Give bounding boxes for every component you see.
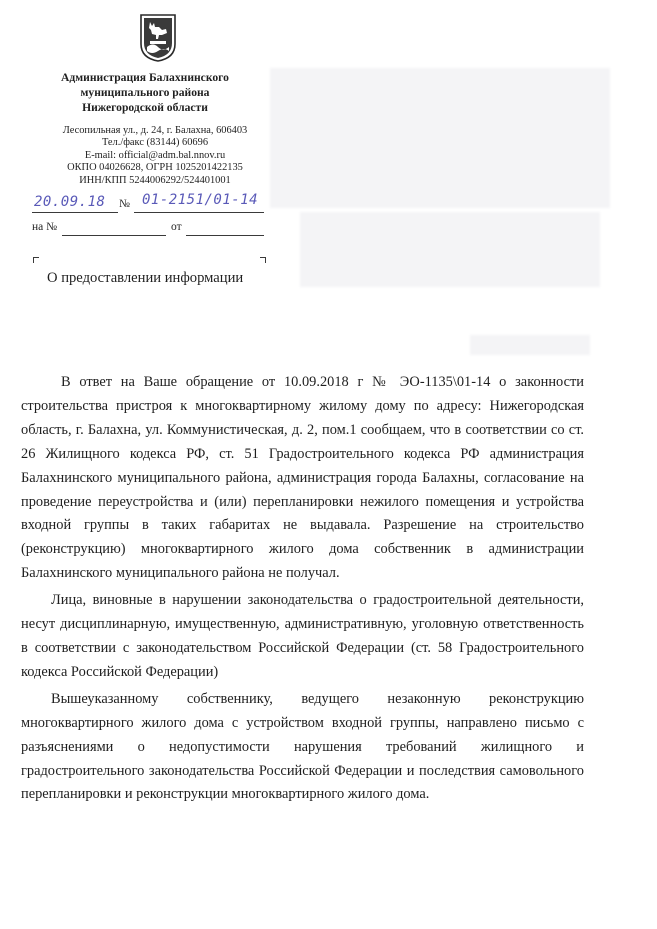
inn-line: ИНН/КПП 5244006292/524401001 — [79, 174, 231, 186]
body-paragraph: Лица, виновные в нарушении законодательства о градостроительной деятельности, несут дисциплинарную, имущественную, административную, уголовную ответственность в соответствии с законодательством Российской Федерации (ст. 58 Градостроительного кодекса Российской Федерации) — [21, 592, 584, 680]
org-line: Администрация Балахнинского — [61, 71, 229, 84]
org-line: муниципального района — [80, 85, 210, 99]
outgoing-date: 20.09.18 — [34, 194, 106, 210]
body-paragraph: В ответ на Ваше обращение от 10.09.2018 г № ЭО-1135\01-14 о законности строительства пристроя к многоквартирному жилому дому по адресу: Нижегородская область, г. Балахна, ул. Коммунистическая, д. 2, пом.1 сообщаем, что в соответствии со ст. 26 Жилищного кодекса РФ, ст. 51 Градостроительного кодекса РФ администрация Балахнинского муниципального района, администрация города Балахны, согласование на проведение переустройства и (или) перепланировки нежилого помещения и устройства входной группы в таких габаритах не выдавала. Разрешение на строительство (реконструкцию) многоквартирного жилого дома собственник в администрации Балахнинского муниципального района не получал. — [21, 374, 584, 582]
subject-corner-right — [260, 257, 266, 263]
address-line: Лесопильная ул., д. 24, г. Балахна, 606403 — [62, 125, 248, 136]
organization-name — [30, 71, 260, 115]
incoming-number-label: на № — [32, 221, 58, 233]
org-line: Нижегородской области — [82, 100, 208, 114]
body-paragraph: Вышеуказанному собственнику, ведущего незаконную реконструкцию многоквартирного жилого дома с устройством входной группы, направлено письмо с разъяснениями о недопустимости нарушения требований жилищного и градостроительного законодательства Российской Федерации и последствия самовольного перепланировки и реконструкции многоквартирного жилого дома. — [21, 690, 584, 803]
bleed-through-shading — [270, 68, 610, 208]
incoming-date-underline — [186, 235, 264, 236]
date-underline — [32, 212, 118, 213]
incoming-date-label: от — [171, 221, 182, 233]
phone-line: Тел./факс (83144) 60696 — [101, 137, 209, 149]
bleed-through-shading — [300, 212, 600, 287]
letter-body — [21, 371, 584, 810]
incoming-number-underline — [62, 235, 166, 236]
organization-contacts — [30, 125, 280, 187]
bleed-through-shading — [470, 335, 590, 355]
email-line: E-mail: official@adm.bal.nnov.ru — [84, 149, 226, 161]
subject-corner-left — [33, 257, 39, 263]
number-underline — [134, 212, 264, 213]
number-label: № — [119, 198, 130, 210]
coat-of-arms-icon — [140, 14, 176, 62]
okpo-line: ОКПО 04026628, ОГРН 1025201422135 — [67, 162, 243, 174]
letter-subject: О предоставлении информации — [47, 270, 244, 286]
outgoing-number: 01-2151/01-14 — [142, 192, 259, 208]
